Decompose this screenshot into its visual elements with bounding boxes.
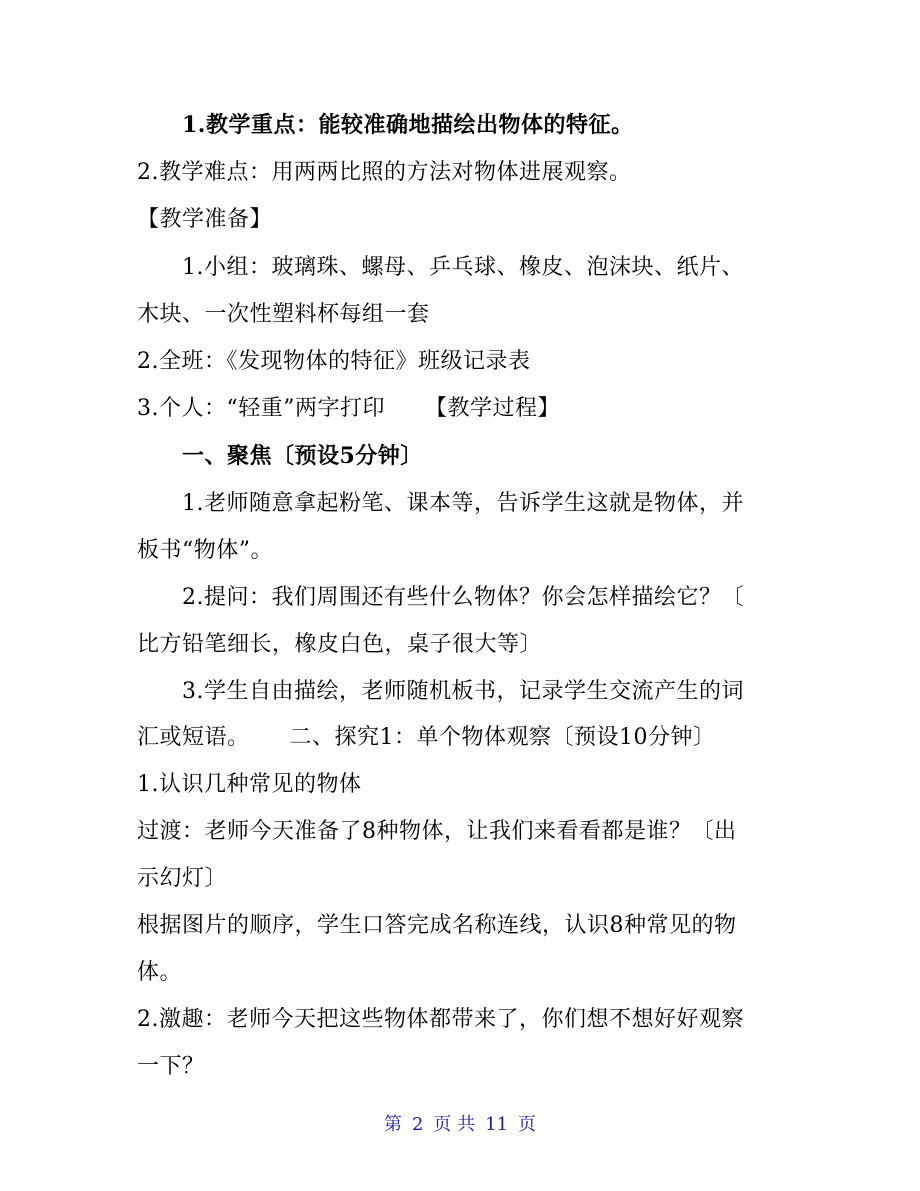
prep-group-line-2: 木块、一次性塑料杯每组一套 xyxy=(137,302,430,327)
footer-current-page: 2 xyxy=(411,1114,424,1135)
prep-class: 2.全班：《发现物体的特征》班级记录表 xyxy=(137,349,531,374)
section-heading-preparation: 【教学准备】 xyxy=(137,207,273,232)
footer-total-pages: 11 xyxy=(485,1114,509,1135)
matching-line-2: 体。 xyxy=(137,960,183,985)
footer-suffix: 页 xyxy=(518,1114,537,1135)
focus-step-2-line-1: 2.提问：我们周围还有些什么物体？你会怎样描绘它？〔 xyxy=(182,585,744,610)
footer-prefix: 第 xyxy=(383,1114,402,1135)
prep-individual-text: 3.个人：“轻重”两字打印 xyxy=(137,396,385,421)
section-heading-focus: 一、聚焦〔预设5分钟〕 xyxy=(182,443,423,469)
focus-step-2-line-2: 比方铅笔细长，橡皮白色，桌子很大等〕 xyxy=(137,632,543,657)
footer-mid: 页 共 xyxy=(433,1114,476,1135)
focus-step-1-line-2: 板书“物体”。 xyxy=(137,538,273,563)
matching-line-1: 根据图片的顺序，学生口答完成名称连线，认识8种常见的物 xyxy=(137,913,737,938)
section-heading-explore-1: 二、探究1：单个物体观察〔预设10分钟〕 xyxy=(289,725,716,750)
focus-step-3-line-1: 3.学生自由描绘，老师随机板书，记录学生交流产生的词 xyxy=(182,679,744,704)
transition-line-1: 过渡：老师今天准备了8种物体，让我们来看看都是谁？〔出 xyxy=(137,819,737,844)
interest-line-2: 一下？ xyxy=(137,1054,205,1079)
prep-group-line-1: 1.小组：玻璃珠、螺母、乒乓球、橡皮、泡沫块、纸片、 xyxy=(182,255,744,280)
section-heading-process: 【教学过程】 xyxy=(425,396,561,421)
focus-step-3-line-2 xyxy=(137,723,797,753)
teaching-difficulty: 2.教学难点：用两两比照的方法对物体进展观察。 xyxy=(137,160,632,185)
transition-line-2: 示幻灯〕 xyxy=(137,866,228,891)
interest-line-1: 2.激趣：老师今天把这些物体都带来了，你们想不想好好观察 xyxy=(137,1007,744,1032)
focus-step-1-line-1: 1.老师随意拿起粉笔、课本等，告诉学生这就是物体，并 xyxy=(182,491,744,516)
page-footer xyxy=(0,1113,920,1137)
teaching-focus: 1.教学重点：能较准确地描绘出物体的特征。 xyxy=(182,112,634,138)
prep-individual xyxy=(137,394,797,424)
explore-step-1: 1.认识几种常见的物体 xyxy=(137,772,362,797)
focus-step-3-text: 汇或短语。 xyxy=(137,725,250,750)
